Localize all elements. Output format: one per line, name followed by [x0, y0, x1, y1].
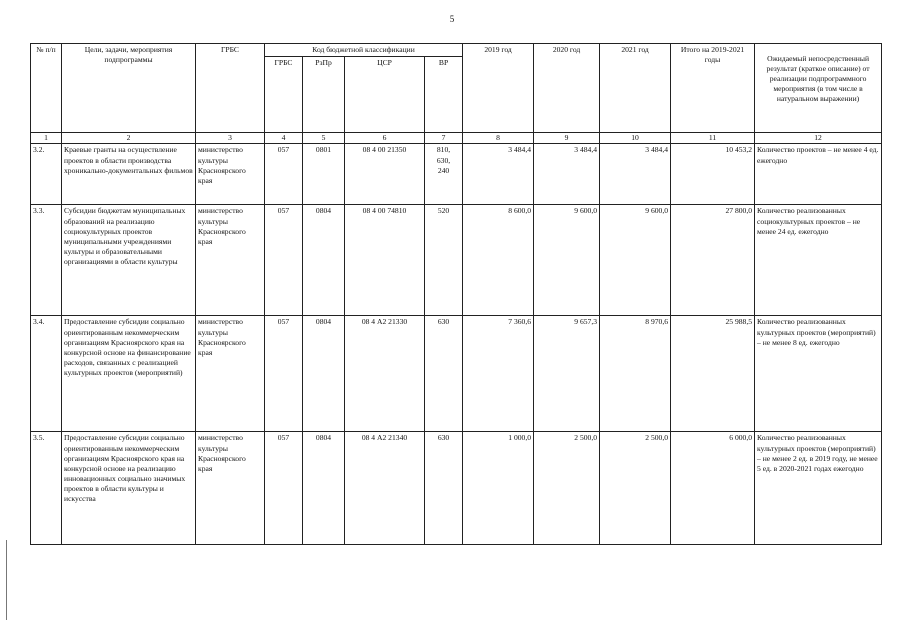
- header-code-group: Код бюджетной классификации: [265, 44, 463, 57]
- row-goal: Субсидии бюджетам муниципальных образований на реализацию социокультурных проектов муниципальными учреждениями культуры и образовательными организациями в области культуры: [62, 205, 196, 316]
- table-row: [31, 144, 882, 205]
- row-2020: 9 657,3: [534, 316, 600, 432]
- row-rzpr: 0801: [303, 144, 345, 205]
- header-goals: Цели, задачи, мероприятия подпрограммы: [62, 44, 196, 133]
- row-goal: Краевые гранты на осуществление проектов в области производства хроникально-документальных фильмов: [62, 144, 196, 205]
- row-number: 3.3.: [31, 205, 62, 316]
- row-vr: 810, 630, 240: [425, 144, 463, 205]
- column-number: 8: [463, 133, 534, 144]
- row-result: Количество проектов – не менее 4 ед. ежегодно: [755, 144, 882, 205]
- column-number: 12: [755, 133, 882, 144]
- row-grbs-code: 057: [265, 205, 303, 316]
- row-2019: 8 600,0: [463, 205, 534, 316]
- row-total: 6 000,0: [671, 432, 755, 545]
- page-number: 5: [449, 14, 455, 24]
- row-vr: 630: [425, 316, 463, 432]
- row-result: Количество реализованных культурных проектов (мероприятий) – не менее 2 ед. в 2019 году, не менее 5 ед. в 2020-2021 годах ежегодно: [755, 432, 882, 545]
- row-vr: 520: [425, 205, 463, 316]
- margin-line: [6, 540, 7, 620]
- column-number: 2: [62, 133, 196, 144]
- budget-table: [30, 43, 882, 545]
- column-number: 6: [345, 133, 425, 144]
- row-result: Количество реализованных социокультурных проектов – не менее 24 ед. ежегодно: [755, 205, 882, 316]
- row-2019: 7 360,6: [463, 316, 534, 432]
- row-csr: 08 4 00 74810: [345, 205, 425, 316]
- column-number: 9: [534, 133, 600, 144]
- row-grbs-code: 057: [265, 432, 303, 545]
- column-number: 4: [265, 133, 303, 144]
- column-number-row: [31, 133, 882, 144]
- row-goal: Предоставление субсидии социально ориентированным некоммерческим организациям Красноярского края на конкурсной основе на финансирование расходов, связанных с реализацией культурных проектов (мероприятий): [62, 316, 196, 432]
- row-rzpr: 0804: [303, 432, 345, 545]
- header-2020: 2020 год: [534, 44, 600, 133]
- row-vr: 630: [425, 432, 463, 545]
- row-grbs-name: министерство культуры Красноярского края: [196, 144, 265, 205]
- header-sub-rzpr: РзПр: [303, 57, 345, 133]
- table-row: [31, 432, 882, 545]
- row-total: 10 453,2: [671, 144, 755, 205]
- header-sub-csr: ЦСР: [345, 57, 425, 133]
- row-2021: 2 500,0: [600, 432, 671, 545]
- row-grbs-name: министерство культуры Красноярского края: [196, 316, 265, 432]
- row-2021: 3 484,4: [600, 144, 671, 205]
- row-rzpr: 0804: [303, 316, 345, 432]
- row-csr: 08 4 А2 21340: [345, 432, 425, 545]
- table-row: [31, 316, 882, 432]
- row-2021: 9 600,0: [600, 205, 671, 316]
- row-grbs-name: министерство культуры Красноярского края: [196, 432, 265, 545]
- column-number: 3: [196, 133, 265, 144]
- row-number: 3.2.: [31, 144, 62, 205]
- row-grbs-code: 057: [265, 316, 303, 432]
- column-number: 10: [600, 133, 671, 144]
- header-total: Итого на 2019-2021 годы: [671, 44, 755, 133]
- column-number: 11: [671, 133, 755, 144]
- row-rzpr: 0804: [303, 205, 345, 316]
- column-number: 5: [303, 133, 345, 144]
- row-csr: 08 4 00 21350: [345, 144, 425, 205]
- header-2021: 2021 год: [600, 44, 671, 133]
- header-row-1: [31, 44, 882, 57]
- header-2019: 2019 год: [463, 44, 534, 133]
- row-2020: 9 600,0: [534, 205, 600, 316]
- row-2020: 3 484,4: [534, 144, 600, 205]
- row-2021: 8 970,6: [600, 316, 671, 432]
- column-number: 7: [425, 133, 463, 144]
- row-total: 25 988,5: [671, 316, 755, 432]
- row-result: Количество реализованных культурных проектов (мероприятий) – не менее 8 ед. ежегодно: [755, 316, 882, 432]
- header-num: № п/п: [31, 44, 62, 133]
- header-result: Ожидаемый непосредственный результат (краткое описание) от реализации подпрограммного мероприятия (в том числе в натуральном выражении): [755, 44, 882, 133]
- row-grbs-code: 057: [265, 144, 303, 205]
- header-sub-vr: ВР: [425, 57, 463, 133]
- header-grbs: ГРБС: [196, 44, 265, 133]
- header-sub-grbs: ГРБС: [265, 57, 303, 133]
- row-total: 27 800,0: [671, 205, 755, 316]
- row-2019: 3 484,4: [463, 144, 534, 205]
- column-number: 1: [31, 133, 62, 144]
- row-goal: Предоставление субсидии социально ориентированным некоммерческим организациям Красноярского края на конкурсной основе на реализацию инновационных социально значимых проектов в области культуры и искусства: [62, 432, 196, 545]
- row-number: 3.4.: [31, 316, 62, 432]
- row-2020: 2 500,0: [534, 432, 600, 545]
- row-csr: 08 4 А2 21330: [345, 316, 425, 432]
- table-row: [31, 205, 882, 316]
- row-grbs-name: министерство культуры Красноярского края: [196, 205, 265, 316]
- row-number: 3.5.: [31, 432, 62, 545]
- row-2019: 1 000,0: [463, 432, 534, 545]
